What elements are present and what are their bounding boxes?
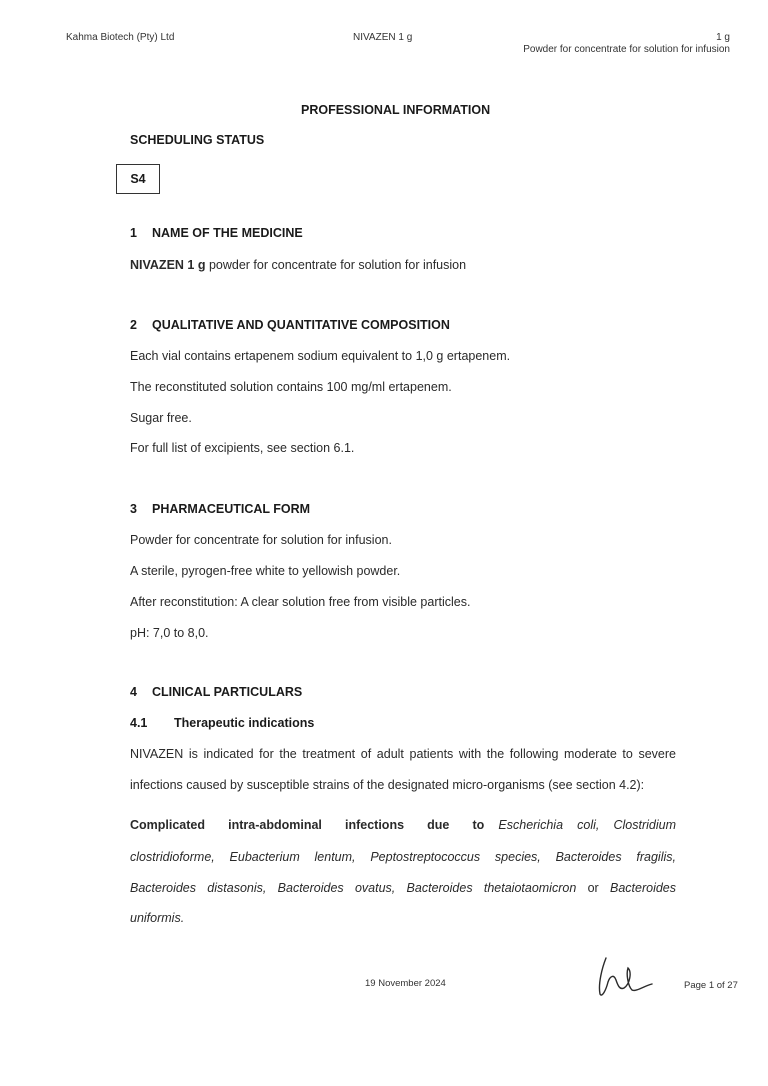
section-2-heading xyxy=(130,318,450,332)
footer-page-number: Page 1 of 27 xyxy=(684,980,738,991)
indication-line-4 xyxy=(130,911,676,925)
composition-line: Each vial contains ertapenem sodium equivalent to 1,0 g ertapenem. xyxy=(130,349,511,363)
subsection-4-1-heading xyxy=(130,716,314,730)
subsection-4-1-title: Therapeutic indications xyxy=(174,716,315,730)
scheduling-heading: SCHEDULING STATUS xyxy=(130,133,265,147)
composition-line: Sugar free. xyxy=(130,411,192,425)
composition-line: For full list of excipients, see section 6.1. xyxy=(130,441,355,455)
indication-organisms-4: uniformis. xyxy=(130,911,185,925)
form-line: After reconstitution: A clear solution free from visible particles. xyxy=(130,595,471,609)
indication-bold: Complicated intra-abdominal infections due to xyxy=(130,818,485,832)
indication-line-3 xyxy=(130,881,676,895)
indications-intro-line-1: NIVAZEN is indicated for the treatment of adult patients with the following moderate to severe xyxy=(130,747,676,761)
header-strength: 1 g xyxy=(716,32,730,43)
section-3-number: 3 xyxy=(130,502,137,516)
signature xyxy=(592,950,656,1005)
form-line: pH: 7,0 to 8,0. xyxy=(130,626,209,640)
section-3-heading xyxy=(130,502,310,516)
indication-organisms-3-end: Bacteroides xyxy=(610,881,677,895)
header-product: NIVAZEN 1 g xyxy=(353,32,413,43)
scheduling-status: S4 xyxy=(130,172,146,186)
footer-date: 19 November 2024 xyxy=(365,978,446,989)
subsection-4-1-number: 4.1 xyxy=(130,716,148,730)
indication-organisms-1: Escherichia coli, Clostridium xyxy=(498,818,676,832)
composition-line: The reconstituted solution contains 100 mg/ml ertapenem. xyxy=(130,380,452,394)
document-title: PROFESSIONAL INFORMATION xyxy=(301,103,491,117)
section-1-heading xyxy=(130,226,303,240)
section-4-title: CLINICAL PARTICULARS xyxy=(152,685,303,699)
header-form: Powder for concentrate for solution for infusion xyxy=(523,44,730,55)
section-1-title: NAME OF THE MEDICINE xyxy=(152,226,303,240)
section-3-title: PHARMACEUTICAL FORM xyxy=(152,502,311,516)
indication-line-1 xyxy=(130,818,676,832)
form-line: Powder for concentrate for solution for infusion. xyxy=(130,533,392,547)
form-line: A sterile, pyrogen-free white to yellowish powder. xyxy=(130,564,401,578)
section-2-number: 2 xyxy=(130,318,137,332)
header-company: Kahma Biotech (Pty) Ltd xyxy=(66,32,175,43)
section-2-title: QUALITATIVE AND QUANTITATIVE COMPOSITION xyxy=(152,318,450,332)
medicine-name-bold: NIVAZEN 1 g xyxy=(130,258,206,272)
indication-line-2 xyxy=(130,850,676,864)
medicine-name xyxy=(130,258,466,272)
section-1-number: 1 xyxy=(130,226,137,240)
section-4-number: 4 xyxy=(130,685,137,699)
scheduling-status-box xyxy=(116,164,160,194)
indication-or: or xyxy=(576,881,610,895)
indication-organisms-3: Bacteroides distasonis, Bacteroides ovatus, Bacteroides thetaiotaomicron xyxy=(130,881,577,895)
indication-organisms-2: clostridioforme, Eubacterium lentum, Peptostreptococcus species, Bacteroides fragilis, xyxy=(130,850,676,864)
indications-intro-line-2: infections caused by susceptible strains of the designated micro-organisms (see section 4.2): xyxy=(130,778,645,792)
medicine-name-rest: powder for concentrate for solution for infusion xyxy=(205,258,467,272)
section-4-heading xyxy=(130,685,302,699)
